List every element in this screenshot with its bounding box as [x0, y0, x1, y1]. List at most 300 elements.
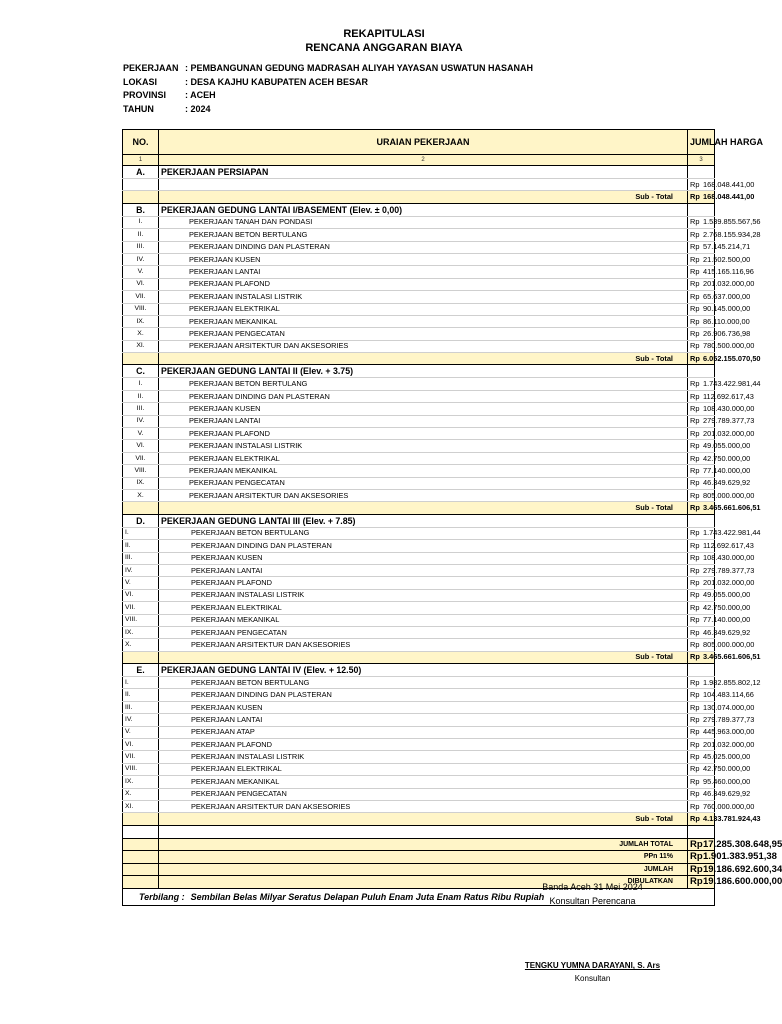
currency-label: Rp	[688, 701, 702, 713]
subtotal-spacer	[123, 502, 159, 514]
item-number: X.	[123, 788, 159, 800]
table-row	[123, 216, 715, 228]
item-number: VIII.	[123, 614, 159, 626]
index-2: 2	[159, 155, 688, 166]
item-number: I.	[123, 527, 159, 539]
item-name: PEKERJAAN ELEKTRIKAL	[159, 763, 688, 775]
item-number: X.	[123, 639, 159, 651]
table-row	[123, 577, 715, 589]
item-amount: 1.743.422.981,44	[701, 527, 715, 539]
table-row	[123, 714, 715, 726]
currency-label: Rp	[688, 278, 702, 290]
info-value: : DESA KAJHU KABUPATEN ACEH BESAR	[185, 76, 369, 87]
item-amount: 201.032.000,00	[701, 278, 715, 290]
subtotal-amount: 4.133.781.924,43	[701, 813, 715, 825]
item-amount: 57.145.214,71	[701, 241, 715, 253]
table-row	[123, 489, 715, 501]
currency-label: Rp	[688, 502, 702, 514]
total-spacer	[123, 876, 159, 889]
section-row	[123, 203, 715, 216]
subtotal-row	[123, 191, 715, 203]
table-row	[123, 589, 715, 601]
subtotal-label: Sub - Total	[159, 813, 688, 825]
subtotal-spacer	[123, 813, 159, 825]
item-name: PEKERJAAN ARSITEKTUR DAN AKSESORIES	[159, 489, 688, 501]
subtotal-label: Sub - Total	[159, 502, 688, 514]
item-name: PEKERJAAN DINDING DAN PLASTERAN	[159, 241, 688, 253]
item-amount: 201.032.000,00	[701, 428, 715, 440]
item-number: IX.	[123, 776, 159, 788]
info-value: : PEMBANGUNAN GEDUNG MADRASAH ALIYAH YAYASAN USWATUN HASANAH	[185, 63, 534, 73]
index-3: 3	[688, 155, 715, 166]
item-number: V.	[123, 428, 159, 440]
currency-label: Rp	[688, 726, 702, 738]
currency-label: Rp	[688, 191, 702, 203]
item-number: III.	[123, 701, 159, 713]
item-amount: 65.637.000,00	[701, 291, 715, 303]
item-name: PEKERJAAN MEKANIKAL	[159, 614, 688, 626]
currency-label: Rp	[688, 838, 702, 851]
total-label: DIBULATKAN	[159, 876, 688, 889]
table-row	[123, 278, 715, 290]
table-row	[123, 763, 715, 775]
subtotal-amount: 6.052.155.070,50	[701, 353, 715, 365]
table-row	[123, 415, 715, 427]
item-amount: 45.025.000,00	[701, 751, 715, 763]
section-number: E.	[123, 664, 159, 677]
index-1: 1	[123, 155, 159, 166]
signer-role: Konsultan	[574, 974, 611, 983]
table-row	[123, 527, 715, 539]
total-spacer	[123, 838, 159, 851]
item-name: PEKERJAAN PENGECATAN	[159, 328, 688, 340]
total-row	[123, 838, 715, 851]
item-number: VIII.	[123, 303, 159, 315]
table-row	[123, 403, 715, 415]
table-row	[123, 303, 715, 315]
signature-block	[510, 880, 675, 908]
total-row	[123, 863, 715, 876]
table-row	[123, 477, 715, 489]
signer-office: Konsultan Perencana	[549, 896, 636, 906]
subtotal-amount: 3.465.661.606,51	[701, 502, 715, 514]
header-uraian: URAIAN PEKERJAAN	[159, 130, 688, 155]
budget-table-body	[123, 130, 782, 906]
item-number: III.	[123, 403, 159, 415]
item-number: III.	[123, 241, 159, 253]
document-title: REKAPITULASI	[343, 28, 425, 40]
currency-cell	[688, 664, 702, 677]
item-number: II.	[123, 390, 159, 402]
currency-label: Rp	[688, 378, 702, 390]
item-amount: 1.982.855.802,12	[701, 677, 715, 689]
info-row-lokasi	[123, 76, 533, 90]
table-row	[123, 626, 715, 638]
section-title: PEKERJAAN PERSIAPAN	[159, 166, 688, 179]
terbilang-label: Terbilang :	[139, 891, 185, 902]
item-amount: 279.789.377,73	[701, 564, 715, 576]
table-row	[123, 241, 715, 253]
currency-label: Rp	[688, 403, 702, 415]
item-name: PEKERJAAN DINDING DAN PLASTERAN	[159, 390, 688, 402]
total-amount: 1.901.383.951,38	[703, 851, 777, 862]
currency-label: Rp	[688, 863, 702, 876]
currency-label: Rp	[688, 800, 702, 812]
item-name: PEKERJAAN ELEKTRIKAL	[159, 602, 688, 614]
item-amount: 780.500.000,00	[701, 340, 715, 352]
table-row	[123, 540, 715, 552]
section-title: PEKERJAAN GEDUNG LANTAI II (Elev. + 3.75)	[159, 365, 688, 378]
currency-label: Rp	[688, 813, 702, 825]
table-row	[123, 614, 715, 626]
table-row	[123, 465, 715, 477]
info-row-pekerjaan	[123, 62, 533, 76]
item-name: PEKERJAAN PLAFOND	[159, 278, 688, 290]
table-row	[123, 328, 715, 340]
item-amount: 104.483.114,66	[701, 689, 715, 701]
item-amount: 26.906.736,98	[701, 328, 715, 340]
item-number: IV.	[123, 714, 159, 726]
section-title: PEKERJAAN GEDUNG LANTAI III (Elev. + 7.85)	[159, 514, 688, 527]
item-number: VII.	[123, 291, 159, 303]
total-amount: 17.285.308.648,95	[703, 838, 782, 850]
item-amount: 77.140.000,00	[701, 465, 715, 477]
amount-cell	[701, 203, 715, 216]
item-amount: 49.055.000,00	[701, 440, 715, 452]
currency-label: Rp	[688, 589, 702, 601]
item-number: X.	[123, 328, 159, 340]
item-name: PEKERJAAN PENGECATAN	[159, 477, 688, 489]
item-number: IX.	[123, 315, 159, 327]
item-number: I.	[123, 677, 159, 689]
currency-label: Rp	[688, 465, 702, 477]
subtotal-row	[123, 353, 715, 365]
info-value: : 2024	[185, 103, 211, 114]
section-number: C.	[123, 365, 159, 378]
header-no: NO.	[123, 130, 159, 155]
item-name: PEKERJAAN KUSEN	[159, 552, 688, 564]
currency-label: Rp	[688, 763, 702, 775]
item-amount: 445.963.000,00	[701, 726, 715, 738]
section-row	[123, 664, 715, 677]
subtotal-amount: 3.465.661.606,51	[701, 651, 715, 663]
info-label: PROVINSI	[123, 90, 167, 100]
item-name: PEKERJAAN ELEKTRIKAL	[159, 452, 688, 464]
table-row	[123, 776, 715, 788]
item-number: VI.	[123, 739, 159, 751]
table-row	[123, 701, 715, 713]
item-amount: 108.430.000,00	[701, 552, 715, 564]
total-label: PPn 11%	[159, 851, 688, 864]
amount-cell	[701, 166, 715, 179]
item-amount: 112.692.617,43	[701, 390, 715, 402]
section-number: A.	[123, 166, 159, 179]
info-row-tahun	[123, 103, 533, 117]
table-row	[123, 340, 715, 352]
item-name: PEKERJAAN MEKANIKAL	[159, 465, 688, 477]
currency-label: Rp	[688, 677, 702, 689]
currency-label: Rp	[688, 751, 702, 763]
item-amount: 86.110.000,00	[701, 315, 715, 327]
currency-label: Rp	[688, 428, 702, 440]
item-name: PEKERJAAN DINDING DAN PLASTERAN	[159, 689, 688, 701]
item-name: PEKERJAAN PENGECATAN	[159, 788, 688, 800]
spacer-cell	[159, 825, 688, 838]
budget-table	[122, 129, 782, 906]
item-amount: 46.349.629,92	[701, 626, 715, 638]
item-number: IV.	[123, 253, 159, 265]
item-number: IV.	[123, 564, 159, 576]
item-name: PEKERJAAN MEKANIKAL	[159, 776, 688, 788]
table-row	[123, 677, 715, 689]
item-name: PEKERJAAN PLAFOND	[159, 739, 688, 751]
item-number: VI.	[123, 278, 159, 290]
table-row	[123, 179, 715, 191]
section-row	[123, 514, 715, 527]
item-name: PEKERJAAN PENGECATAN	[159, 626, 688, 638]
currency-label: Rp	[688, 552, 702, 564]
item-amount: 201.032.000,00	[701, 577, 715, 589]
item-number: II.	[123, 540, 159, 552]
item-name: PEKERJAAN LANTAI	[159, 415, 688, 427]
currency-label: Rp	[688, 639, 702, 651]
table-row	[123, 739, 715, 751]
item-amount: 42.750.000,00	[701, 602, 715, 614]
currency-label: Rp	[688, 788, 702, 800]
section-number: B.	[123, 203, 159, 216]
amount-cell	[701, 664, 715, 677]
total-label: JUMLAH TOTAL	[159, 838, 688, 851]
currency-label: Rp	[688, 241, 702, 253]
item-name: PEKERJAAN INSTALASI LISTRIK	[159, 589, 688, 601]
item-number: II.	[123, 229, 159, 241]
spacer-cell	[688, 825, 702, 838]
currency-label: Rp	[688, 452, 702, 464]
currency-label: Rp	[688, 851, 702, 864]
total-row	[123, 851, 715, 864]
item-name: PEKERJAAN ARSITEKTUR DAN AKSESORIES	[159, 800, 688, 812]
item-name: PEKERJAAN LANTAI	[159, 564, 688, 576]
item-number: X.	[123, 489, 159, 501]
spacer-cell	[123, 825, 159, 838]
total-amount: 19.186.600.000,00	[703, 876, 782, 887]
subtotal-amount: 168.048.441,00	[701, 191, 715, 203]
currency-label: Rp	[688, 216, 702, 228]
item-name: PEKERJAAN BETON BERTULANG	[159, 527, 688, 539]
section-number: D.	[123, 514, 159, 527]
table-row	[123, 291, 715, 303]
item-number: XI.	[123, 800, 159, 812]
item-number: IV.	[123, 415, 159, 427]
subtotal-row	[123, 813, 715, 825]
item-amount: 95.460.000,00	[701, 776, 715, 788]
item-amount: 2.768.155.934,28	[701, 229, 715, 241]
item-amount: 201.032.000,00	[701, 739, 715, 751]
item-amount: 112.692.617,43	[701, 540, 715, 552]
currency-label: Rp	[688, 714, 702, 726]
info-label: PEKERJAAN	[123, 63, 179, 73]
section-title: PEKERJAAN GEDUNG LANTAI IV (Elev. + 12.50)	[159, 664, 688, 677]
item-name: PEKERJAAN PLAFOND	[159, 428, 688, 440]
subtotal-label: Sub - Total	[159, 191, 688, 203]
currency-label: Rp	[688, 353, 702, 365]
currency-label: Rp	[688, 489, 702, 501]
item-number: VII.	[123, 452, 159, 464]
item-number: XI.	[123, 340, 159, 352]
item-number: II.	[123, 689, 159, 701]
item-name: PEKERJAAN LANTAI	[159, 266, 688, 278]
table-row	[123, 800, 715, 812]
item-number: VI.	[123, 589, 159, 601]
item-amount: 46.349.629,92	[701, 477, 715, 489]
currency-cell	[688, 365, 702, 378]
table-header	[123, 130, 715, 155]
item-number: V.	[123, 266, 159, 278]
section-row	[123, 166, 715, 179]
currency-cell	[688, 166, 702, 179]
item-name: PEKERJAAN LANTAI	[159, 714, 688, 726]
currency-cell	[688, 514, 702, 527]
table-row	[123, 788, 715, 800]
currency-label: Rp	[688, 440, 702, 452]
item-amount: 279.789.377,73	[701, 714, 715, 726]
item-number: VII.	[123, 751, 159, 763]
currency-label: Rp	[688, 266, 702, 278]
item-name: PEKERJAAN INSTALASI LISTRIK	[159, 751, 688, 763]
table-row	[123, 726, 715, 738]
table-row	[123, 452, 715, 464]
item-number	[123, 179, 159, 191]
item-name: PEKERJAAN PLAFOND	[159, 577, 688, 589]
subtotal-spacer	[123, 353, 159, 365]
table-row	[123, 428, 715, 440]
info-row-provinsi	[123, 89, 533, 103]
item-amount: 279.789.377,73	[701, 415, 715, 427]
table-row	[123, 253, 715, 265]
item-name: PEKERJAAN ELEKTRIKAL	[159, 303, 688, 315]
item-name: PEKERJAAN KUSEN	[159, 701, 688, 713]
table-row	[123, 266, 715, 278]
currency-label: Rp	[688, 179, 702, 191]
item-amount: 168.048.441,00	[701, 179, 715, 191]
item-amount: 805.000.000,00	[701, 639, 715, 651]
document-subtitle: RENCANA ANGGARAN BIAYA	[305, 42, 463, 54]
table-row	[123, 639, 715, 651]
item-amount: 130.074.000,00	[701, 701, 715, 713]
item-name: PEKERJAAN ARSITEKTUR DAN AKSESORIES	[159, 340, 688, 352]
item-number: VIII.	[123, 465, 159, 477]
item-amount: 21.502.500,00	[701, 253, 715, 265]
total-amount: 19.186.692.600,34	[703, 863, 782, 875]
subtotal-label: Sub - Total	[159, 651, 688, 663]
currency-cell	[688, 203, 702, 216]
item-name: PEKERJAAN TANAH DAN PONDASI	[159, 216, 688, 228]
item-number: V.	[123, 577, 159, 589]
item-amount: 46.349.629,92	[701, 788, 715, 800]
spacer-row	[123, 825, 715, 838]
currency-label: Rp	[688, 876, 702, 889]
header-jumlah-harga: JUMLAH HARGA	[688, 130, 715, 155]
table-row	[123, 689, 715, 701]
item-amount: 42.750.000,00	[701, 763, 715, 775]
currency-label: Rp	[688, 602, 702, 614]
section-row	[123, 365, 715, 378]
table-row	[123, 390, 715, 402]
item-name: PEKERJAAN DINDING DAN PLASTERAN	[159, 540, 688, 552]
total-label: JUMLAH	[159, 863, 688, 876]
currency-label: Rp	[688, 291, 702, 303]
table-row	[123, 602, 715, 614]
info-label: LOKASI	[123, 76, 158, 87]
item-number: I.	[123, 216, 159, 228]
item-amount: 805.000.000,00	[701, 489, 715, 501]
item-name: PEKERJAAN BETON BERTULANG	[159, 378, 688, 390]
info-value: : ACEH	[185, 90, 216, 100]
subtotal-label: Sub - Total	[159, 353, 688, 365]
subtotal-spacer	[123, 191, 159, 203]
section-title: PEKERJAAN GEDUNG LANTAI I/BASEMENT (Elev. ± 0,00)	[159, 203, 688, 216]
currency-label: Rp	[688, 229, 702, 241]
item-name: PEKERJAAN ARSITEKTUR DAN AKSESORIES	[159, 639, 688, 651]
currency-label: Rp	[688, 527, 702, 539]
info-label: TAHUN	[123, 103, 154, 114]
item-number: III.	[123, 552, 159, 564]
item-number: I.	[123, 378, 159, 390]
currency-label: Rp	[688, 303, 702, 315]
project-info	[123, 62, 533, 116]
item-number: VII.	[123, 602, 159, 614]
currency-label: Rp	[688, 776, 702, 788]
place-date: Banda Aceh 31 Mei 2024	[542, 882, 643, 892]
item-number: VIII.	[123, 763, 159, 775]
item-amount: 760.000.000,00	[701, 800, 715, 812]
item-name: PEKERJAAN ATAP	[159, 726, 688, 738]
item-name: PEKERJAAN INSTALASI LISTRIK	[159, 440, 688, 452]
item-amount: 77.140.000,00	[701, 614, 715, 626]
currency-label: Rp	[688, 328, 702, 340]
table-row	[123, 315, 715, 327]
currency-label: Rp	[688, 390, 702, 402]
table-row	[123, 751, 715, 763]
currency-label: Rp	[688, 564, 702, 576]
currency-label: Rp	[688, 689, 702, 701]
amount-cell	[701, 365, 715, 378]
item-amount: 1.743.422.981,44	[701, 378, 715, 390]
currency-label: Rp	[688, 415, 702, 427]
item-amount: 42.750.000,00	[701, 452, 715, 464]
table-row	[123, 552, 715, 564]
item-name: PEKERJAAN KUSEN	[159, 253, 688, 265]
item-amount: 90.145.000,00	[701, 303, 715, 315]
column-index-row	[123, 155, 715, 166]
item-number: VI.	[123, 440, 159, 452]
table-row	[123, 564, 715, 576]
currency-label: Rp	[688, 253, 702, 265]
spacer-cell	[701, 825, 715, 838]
item-number: IX.	[123, 626, 159, 638]
currency-label: Rp	[688, 626, 702, 638]
table-row	[123, 440, 715, 452]
currency-label: Rp	[688, 739, 702, 751]
item-number: IX.	[123, 477, 159, 489]
total-spacer	[123, 851, 159, 864]
currency-label: Rp	[688, 340, 702, 352]
item-name: PEKERJAAN MEKANIKAL	[159, 315, 688, 327]
currency-label: Rp	[688, 315, 702, 327]
currency-label: Rp	[688, 577, 702, 589]
terbilang-text: Sembilan Belas Milyar Seratus Delapan Puluh Enam Juta Enam Ratus Ribu Rupiah	[190, 891, 545, 902]
subtotal-row	[123, 502, 715, 514]
